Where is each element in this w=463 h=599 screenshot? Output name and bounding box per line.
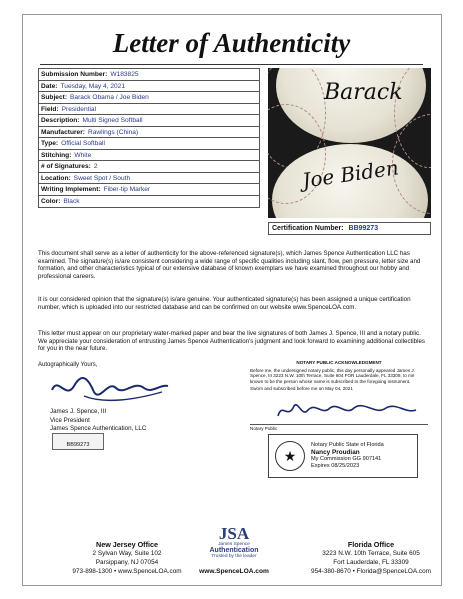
field-label: Description:	[41, 117, 80, 124]
field-label: Submission Number:	[41, 71, 108, 78]
field-row-color	[39, 196, 259, 208]
certification-stamp	[52, 433, 104, 450]
field-value: Multi Signed Softball	[82, 117, 143, 124]
field-label: Writing Implement:	[41, 186, 101, 193]
seal-name: Nancy Proudian	[311, 448, 360, 456]
seal-commission: My Commission GG 907141	[311, 456, 382, 462]
title-rule	[40, 64, 423, 65]
field-row-field	[39, 104, 259, 116]
field-value: Fiber-tip Marker	[103, 186, 151, 193]
office-address-line: Fort Lauderdale, FL 33309	[333, 559, 409, 566]
florida-office	[296, 540, 446, 576]
certification-value: BB99273	[348, 225, 379, 232]
office-address-line: Parsippany, NJ 07054	[95, 559, 159, 566]
obama-signature: Barack	[324, 80, 403, 105]
certification-label: Certification Number:	[272, 225, 344, 232]
notary-sworn: Sworn and subscribed before me on May 04, 2021	[250, 386, 353, 392]
field-value: Presidential	[61, 105, 97, 113]
notary-block	[250, 360, 428, 392]
new-jersey-office	[52, 540, 202, 576]
office-name: Florida Office	[347, 540, 395, 549]
field-value: W183825	[110, 71, 139, 78]
office-address-line: 2 Sylvan Way, Suite 102	[92, 550, 162, 557]
details-table	[38, 68, 260, 208]
field-row-description	[39, 115, 259, 127]
logo-mark: JSA	[218, 524, 250, 543]
logo-tagline: Trusted by the leader	[211, 554, 257, 559]
notary-signature-line	[250, 424, 428, 425]
notary-seal-text	[311, 442, 384, 471]
notary-line-caption: Notary Public	[250, 426, 278, 431]
field-row-type	[39, 138, 259, 150]
field-value: Black	[63, 197, 80, 205]
spence-signature-image	[44, 370, 174, 406]
seal-title: Notary Public State of Florida	[311, 441, 384, 448]
field-label: Subject:	[41, 94, 68, 101]
softball-photo	[268, 68, 431, 218]
field-row-stitching	[39, 150, 259, 162]
field-value: Sweet Spot / South	[73, 174, 131, 182]
field-row-subject	[39, 92, 259, 104]
field-label: # of Signatures:	[41, 163, 91, 170]
logo-line2: Authentication	[209, 547, 259, 554]
stamp-number: BB99273	[66, 442, 90, 448]
field-row-submission	[39, 69, 259, 81]
office-contact: 973-898-1300 • www.SpenceLOA.com	[72, 568, 182, 575]
paragraph-authenticity: This document shall serve as a letter of authenticity for the above-referenced signature(s), which James Spence Authentication LLC has examined. The signature(s) is/are consistent considering a wide range of specific qualities including slant, flow, pen pressure, letter size and formation, and other characteristics typical of our extensive database of known exemplars we have examined throughout our hobby and professional careers.	[38, 250, 421, 280]
jsa-logo	[186, 525, 282, 581]
field-value: 2	[93, 163, 98, 170]
florida-seal-icon: ★	[275, 441, 305, 471]
office-name: New Jersey Office	[96, 540, 158, 549]
signoff-label: Autographically Yours,	[38, 362, 98, 368]
logo-line1: James Spence	[218, 542, 250, 547]
seal-expires: Expires 08/25/2023	[311, 463, 360, 470]
notary-signature-image	[272, 396, 422, 424]
document-title: Letter of Authenticity	[112, 28, 351, 58]
office-address-line: 3223 N.W. 10th Terrace, Suite 605	[322, 550, 420, 557]
field-label: Location:	[41, 174, 71, 182]
field-label: Stitching:	[41, 151, 72, 159]
field-row-date	[39, 81, 259, 93]
field-value: White	[74, 151, 92, 159]
field-value: Barack Obama / Joe Biden	[70, 94, 149, 101]
field-value: Official Softball	[61, 140, 105, 147]
field-label: Color:	[41, 197, 61, 205]
biden-signature: Joe Biden	[300, 155, 401, 193]
field-value: Rawlings (China)	[87, 128, 139, 136]
field-row-writing-implement	[39, 184, 259, 196]
field-row-manufacturer	[39, 127, 259, 139]
signer-block	[50, 408, 146, 434]
field-row-location	[39, 173, 259, 185]
field-label: Date:	[41, 82, 58, 90]
notary-seal	[268, 434, 418, 478]
paragraph-opinion: It is our considered opinion that the signature(s) is/are genuine. Your authenticated signature(s) has been assigned a unique certification number, which is uploaded into our restricted database and can be confirmed on our website www.SpenceLOA.com.	[38, 296, 411, 311]
field-label: Manufacturer:	[41, 128, 85, 136]
field-value: Tuesday, May 4, 2021	[60, 82, 126, 90]
field-label: Type:	[41, 140, 59, 147]
softball-bottom-image	[272, 144, 428, 218]
signer-company: James Spence Authentication, LLC	[50, 425, 147, 433]
office-contact: 954-380-8670 • Florida@SpenceLOA.com	[311, 568, 431, 575]
field-label: Field:	[41, 105, 59, 113]
certification-number	[268, 222, 431, 235]
field-row-signature-count	[39, 161, 259, 173]
website-link[interactable]: www.SpenceLOA.com	[199, 568, 269, 575]
signer-role: Vice President	[50, 416, 90, 424]
paragraph-watermark: This letter must appear on our proprietary water-marked paper and bear the live signatures of both James J. Spence, III and a notary public. We appreciate your consideration of entrusting James Spence Authentication's judgment and look forward to examining additional collectibles for you in the near future.	[38, 330, 425, 353]
notary-text: Before me, the undersigned notary public, this day personally appeared James J. Spence, III 3223 N.W. 10th Terrace, Suite 604 FOR Lauderdale, FL 33309, to me known to be the person whose name is subscribed to the foregoing instrument.	[250, 367, 415, 384]
signer-name: James J. Spence, III	[50, 408, 107, 415]
notary-header: NOTARY PUBLIC ACKNOWLEDGMENT	[296, 360, 382, 365]
